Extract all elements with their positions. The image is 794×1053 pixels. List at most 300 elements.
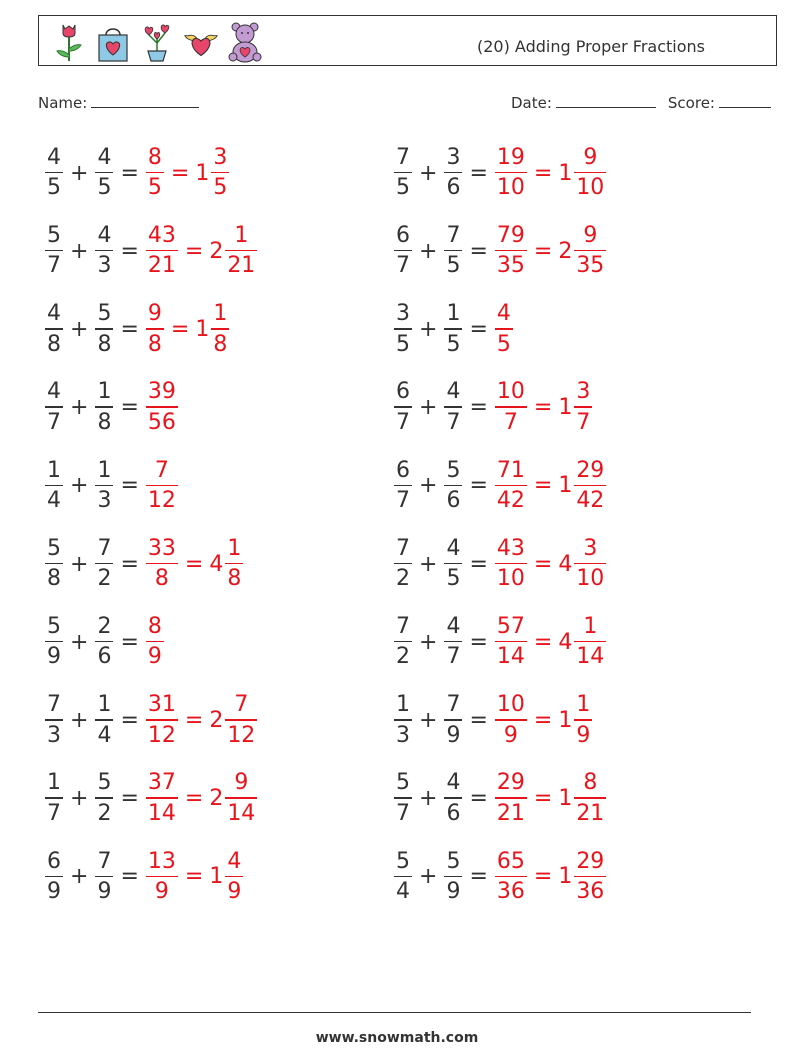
- denominator: 14: [147, 800, 176, 826]
- numerator: 2: [97, 613, 112, 639]
- plus-sign: +: [419, 864, 438, 890]
- numerator: 4: [227, 848, 242, 874]
- mixed-fraction-part: [574, 535, 606, 592]
- winged-heart-icon: [183, 21, 219, 63]
- denominator: 7: [396, 409, 410, 435]
- denominator: 14: [496, 644, 525, 670]
- plus-sign: +: [70, 160, 89, 186]
- denominator: 42: [576, 488, 605, 514]
- denominator: 5: [446, 566, 461, 592]
- equals-sign: =: [469, 395, 488, 421]
- mixed-fraction-part: [574, 694, 592, 747]
- problem-item: [393, 612, 607, 672]
- numerator: 71: [496, 457, 525, 483]
- addend-1-fraction: [394, 222, 412, 279]
- numerator: 1: [213, 301, 228, 327]
- gift-bag-icon: [95, 21, 131, 63]
- numerator: 4: [97, 222, 112, 248]
- denominator: 7: [446, 644, 461, 670]
- whole-part: 4: [558, 629, 573, 655]
- equals-sign: =: [120, 786, 139, 812]
- whole-part: 1: [558, 864, 573, 890]
- plus-sign: +: [70, 395, 89, 421]
- addend-2-fraction: [95, 613, 113, 670]
- problem-item: [44, 534, 244, 594]
- answer-fraction: [146, 381, 178, 434]
- denominator: 7: [576, 409, 591, 435]
- equals-sign: =: [533, 160, 553, 186]
- answer-fraction: [495, 381, 527, 434]
- equals-sign: =: [469, 551, 488, 577]
- denominator: 21: [147, 253, 176, 279]
- numerator: 1: [47, 457, 61, 483]
- mixed-number-answer: [558, 144, 607, 201]
- numerator: 7: [396, 613, 410, 639]
- numerator: 7: [234, 692, 249, 718]
- addend-2-fraction: [95, 694, 113, 747]
- problem-item: [393, 143, 607, 203]
- name-label: Name:: [38, 94, 88, 112]
- denominator: 8: [227, 566, 242, 592]
- addend-1-fraction: [394, 457, 412, 514]
- equals-sign: =: [469, 473, 488, 499]
- numerator: 6: [396, 457, 410, 483]
- numerator: 9: [147, 301, 162, 327]
- mixed-number-answer: [558, 613, 607, 670]
- answer-fraction: [495, 535, 527, 592]
- problem-item: [393, 299, 514, 359]
- answer-fraction: [495, 613, 527, 670]
- heart-plant-icon: [139, 21, 175, 63]
- mixed-number-answer: [558, 535, 607, 592]
- denominator: 7: [396, 800, 410, 826]
- numerator: 5: [446, 457, 461, 483]
- addend-1-fraction: [394, 848, 412, 905]
- equals-sign: =: [469, 316, 488, 342]
- addend-2-fraction: [95, 457, 113, 514]
- numerator: 1: [446, 301, 461, 327]
- denominator: 3: [47, 722, 61, 748]
- worksheet-header: [38, 15, 777, 66]
- denominator: 7: [47, 253, 61, 279]
- denominator: 5: [496, 331, 511, 357]
- denominator: 8: [97, 331, 112, 357]
- denominator: 3: [396, 722, 410, 748]
- addend-2-fraction: [444, 772, 462, 825]
- answer-fraction: [495, 457, 527, 514]
- mixed-fraction-part: [211, 144, 229, 201]
- score-blank[interactable]: [719, 93, 771, 108]
- addend-1-fraction: [394, 303, 412, 356]
- answer-fraction: [146, 613, 164, 670]
- date-score-fields: [511, 93, 771, 112]
- mixed-number-answer: [209, 694, 258, 747]
- equals-sign: =: [184, 238, 204, 264]
- denominator: 7: [47, 800, 61, 826]
- denominator: 6: [446, 488, 461, 514]
- footer-divider: [38, 1012, 751, 1013]
- plus-sign: +: [419, 160, 438, 186]
- denominator: 6: [446, 800, 461, 826]
- equals-sign: =: [469, 864, 488, 890]
- answer-fraction: [146, 303, 164, 356]
- denominator: 5: [97, 175, 112, 201]
- addend-1-fraction: [394, 381, 412, 434]
- mixed-fraction-part: [211, 303, 229, 356]
- answer-fraction: [495, 694, 527, 747]
- denominator: 35: [576, 253, 605, 279]
- numerator: 8: [147, 144, 162, 170]
- addend-1-fraction: [394, 613, 412, 670]
- numerator: 1: [97, 379, 112, 405]
- plus-sign: +: [70, 316, 89, 342]
- problem-item: [44, 612, 165, 672]
- addend-2-fraction: [95, 144, 113, 201]
- addend-1-fraction: [394, 144, 412, 201]
- mixed-number-answer: [558, 381, 593, 434]
- problem-item: [393, 769, 607, 829]
- answer-fraction: [495, 222, 527, 279]
- denominator: 9: [147, 644, 162, 670]
- addend-2-fraction: [95, 381, 113, 434]
- whole-part: 2: [209, 707, 224, 733]
- addend-1-fraction: [45, 613, 63, 670]
- numerator: 4: [47, 379, 61, 405]
- numerator: 3: [576, 379, 591, 405]
- mixed-number-answer: [558, 222, 607, 279]
- problem-item: [393, 221, 607, 281]
- numerator: 39: [147, 379, 176, 405]
- numerator: 5: [97, 770, 112, 796]
- denominator: 14: [227, 800, 256, 826]
- denominator: 21: [576, 800, 605, 826]
- answer-fraction: [495, 848, 527, 905]
- answer-fraction: [146, 457, 178, 514]
- numerator: 29: [576, 457, 605, 483]
- header-icons: [51, 20, 271, 64]
- denominator: 7: [47, 409, 61, 435]
- denominator: 2: [97, 566, 112, 592]
- answer-fraction: [146, 848, 178, 905]
- numerator: 4: [446, 770, 461, 796]
- mixed-fraction-part: [225, 222, 257, 279]
- equals-sign: =: [533, 707, 553, 733]
- numerator: 5: [446, 848, 461, 874]
- numerator: 7: [154, 457, 169, 483]
- equals-sign: =: [533, 473, 553, 499]
- addend-2-fraction: [444, 303, 462, 356]
- addend-2-fraction: [95, 222, 113, 279]
- numerator: 5: [47, 535, 61, 561]
- mixed-number-answer: [209, 848, 244, 905]
- name-blank[interactable]: [91, 93, 199, 108]
- plus-sign: +: [70, 707, 89, 733]
- numerator: 5: [47, 222, 61, 248]
- numerator: 7: [396, 535, 410, 561]
- mixed-fraction-part: [574, 381, 592, 434]
- equals-sign: =: [170, 160, 190, 186]
- denominator: 5: [396, 331, 410, 357]
- addend-2-fraction: [444, 694, 462, 747]
- denominator: 9: [47, 879, 61, 905]
- problem-item: [44, 143, 230, 203]
- equals-sign: =: [120, 629, 139, 655]
- equals-sign: =: [184, 864, 204, 890]
- numerator: 3: [583, 535, 598, 561]
- mixed-number-answer: [195, 144, 230, 201]
- denominator: 5: [446, 331, 461, 357]
- equals-sign: =: [469, 238, 488, 264]
- problem-item: [44, 690, 258, 750]
- denominator: 4: [97, 722, 112, 748]
- plus-sign: +: [70, 864, 89, 890]
- equals-sign: =: [533, 238, 553, 264]
- denominator: 8: [147, 331, 162, 357]
- date-blank[interactable]: [556, 93, 656, 108]
- numerator: 29: [496, 770, 525, 796]
- denominator: 10: [496, 175, 525, 201]
- denominator: 9: [227, 879, 242, 905]
- numerator: 43: [147, 222, 176, 248]
- whole-part: 1: [558, 395, 573, 421]
- name-field: [38, 93, 199, 112]
- numerator: 7: [446, 692, 461, 718]
- problem-item: [393, 378, 593, 438]
- denominator: 9: [576, 722, 591, 748]
- numerator: 57: [496, 613, 525, 639]
- equals-sign: =: [184, 786, 204, 812]
- answer-fraction: [146, 144, 164, 201]
- answer-fraction: [495, 144, 527, 201]
- numerator: 31: [147, 692, 176, 718]
- denominator: 2: [97, 800, 112, 826]
- denominator: 35: [496, 253, 525, 279]
- numerator: 6: [47, 848, 61, 874]
- equals-sign: =: [184, 551, 204, 577]
- denominator: 7: [396, 488, 410, 514]
- addend-1-fraction: [45, 848, 63, 905]
- numerator: 5: [396, 770, 410, 796]
- mixed-number-answer: [209, 222, 258, 279]
- denominator: 10: [496, 566, 525, 592]
- numerator: 7: [47, 692, 61, 718]
- equals-sign: =: [120, 238, 139, 264]
- denominator: 12: [147, 722, 176, 748]
- denominator: 3: [97, 488, 112, 514]
- problem-item: [44, 456, 179, 516]
- addend-2-fraction: [444, 222, 462, 279]
- addend-2-fraction: [444, 848, 462, 905]
- denominator: 7: [503, 409, 518, 435]
- mixed-fraction-part: [574, 222, 606, 279]
- plus-sign: +: [419, 629, 438, 655]
- denominator: 9: [503, 722, 518, 748]
- footer-url: www.snowmath.com: [315, 1030, 479, 1046]
- addend-2-fraction: [444, 535, 462, 592]
- denominator: 9: [154, 879, 169, 905]
- numerator: 1: [97, 692, 112, 718]
- numerator: 3: [396, 301, 410, 327]
- denominator: 2: [396, 566, 410, 592]
- whole-part: 1: [558, 786, 573, 812]
- plus-sign: +: [419, 551, 438, 577]
- denominator: 8: [47, 566, 61, 592]
- equals-sign: =: [533, 864, 553, 890]
- equals-sign: =: [120, 707, 139, 733]
- numerator: 1: [47, 770, 61, 796]
- denominator: 36: [576, 879, 605, 905]
- plus-sign: +: [70, 473, 89, 499]
- equals-sign: =: [184, 707, 204, 733]
- denominator: 56: [147, 409, 176, 435]
- plus-sign: +: [70, 786, 89, 812]
- answer-fraction: [146, 772, 178, 825]
- whole-part: 4: [558, 551, 573, 577]
- plus-sign: +: [419, 316, 438, 342]
- addend-2-fraction: [95, 535, 113, 592]
- whole-part: 2: [558, 238, 573, 264]
- numerator: 79: [496, 222, 525, 248]
- numerator: 3: [446, 144, 461, 170]
- equals-sign: =: [533, 395, 553, 421]
- denominator: 7: [396, 253, 410, 279]
- plus-sign: +: [70, 629, 89, 655]
- plus-sign: +: [419, 786, 438, 812]
- denominator: 2: [396, 644, 410, 670]
- numerator: 8: [147, 613, 162, 639]
- denominator: 14: [576, 644, 605, 670]
- numerator: 4: [97, 144, 112, 170]
- denominator: 8: [47, 331, 61, 357]
- whole-part: 2: [209, 238, 224, 264]
- numerator: 9: [583, 222, 598, 248]
- mixed-number-answer: [209, 772, 258, 825]
- denominator: 5: [47, 175, 61, 201]
- problem-item: [44, 769, 258, 829]
- numerator: 4: [47, 301, 61, 327]
- plus-sign: +: [419, 238, 438, 264]
- equals-sign: =: [120, 316, 139, 342]
- mixed-number-answer: [558, 772, 607, 825]
- addend-2-fraction: [95, 303, 113, 356]
- mixed-fraction-part: [574, 848, 606, 905]
- numerator: 7: [97, 848, 112, 874]
- rose-icon: [51, 21, 87, 63]
- whole-part: 1: [558, 473, 573, 499]
- problem-item: [393, 847, 607, 907]
- mixed-fraction-part: [574, 457, 606, 514]
- numerator: 4: [446, 379, 461, 405]
- numerator: 8: [583, 770, 598, 796]
- numerator: 13: [147, 848, 176, 874]
- denominator: 8: [97, 409, 112, 435]
- numerator: 29: [576, 848, 605, 874]
- denominator: 21: [496, 800, 525, 826]
- addend-2-fraction: [444, 613, 462, 670]
- mixed-number-answer: [558, 457, 607, 514]
- numerator: 33: [147, 535, 176, 561]
- denominator: 9: [446, 879, 461, 905]
- numerator: 43: [496, 535, 525, 561]
- mixed-fraction-part: [225, 848, 243, 905]
- addend-1-fraction: [45, 772, 63, 825]
- answer-fraction: [495, 303, 513, 356]
- equals-sign: =: [469, 707, 488, 733]
- denominator: 7: [446, 409, 461, 435]
- numerator: 7: [396, 144, 410, 170]
- addend-2-fraction: [95, 772, 113, 825]
- numerator: 4: [47, 144, 61, 170]
- whole-part: 4: [209, 551, 224, 577]
- equals-sign: =: [533, 786, 553, 812]
- denominator: 9: [97, 879, 112, 905]
- denominator: 6: [97, 644, 112, 670]
- plus-sign: +: [70, 551, 89, 577]
- numerator: 5: [97, 301, 112, 327]
- answer-fraction: [146, 535, 178, 592]
- problem-item: [44, 299, 230, 359]
- numerator: 7: [97, 535, 112, 561]
- numerator: 4: [446, 613, 461, 639]
- answer-fraction: [146, 222, 178, 279]
- equals-sign: =: [533, 551, 553, 577]
- addend-1-fraction: [394, 772, 412, 825]
- plus-sign: +: [419, 395, 438, 421]
- mixed-number-answer: [558, 848, 607, 905]
- numerator: 9: [234, 770, 249, 796]
- numerator: 6: [396, 222, 410, 248]
- plus-sign: +: [419, 707, 438, 733]
- mixed-fraction-part: [225, 535, 243, 592]
- whole-part: 1: [558, 707, 573, 733]
- addend-1-fraction: [45, 222, 63, 279]
- denominator: 21: [227, 253, 256, 279]
- equals-sign: =: [120, 395, 139, 421]
- mixed-number-answer: [209, 535, 244, 592]
- addend-1-fraction: [45, 694, 63, 747]
- numerator: 4: [496, 301, 511, 327]
- denominator: 42: [496, 488, 525, 514]
- numerator: 5: [396, 848, 410, 874]
- mixed-fraction-part: [225, 694, 257, 747]
- problem-item: [44, 221, 258, 281]
- numerator: 1: [234, 222, 249, 248]
- denominator: 4: [396, 879, 410, 905]
- equals-sign: =: [120, 551, 139, 577]
- equals-sign: =: [120, 473, 139, 499]
- denominator: 10: [576, 566, 605, 592]
- numerator: 1: [576, 692, 591, 718]
- answer-fraction: [495, 772, 527, 825]
- numerator: 37: [147, 770, 176, 796]
- numerator: 7: [446, 222, 461, 248]
- addend-2-fraction: [444, 457, 462, 514]
- denominator: 12: [147, 488, 176, 514]
- denominator: 4: [47, 488, 61, 514]
- equals-sign: =: [469, 629, 488, 655]
- numerator: 1: [396, 692, 410, 718]
- numerator: 1: [583, 613, 598, 639]
- mixed-fraction-part: [574, 144, 606, 201]
- addend-2-fraction: [444, 144, 462, 201]
- problem-item: [44, 847, 244, 907]
- numerator: 1: [97, 457, 112, 483]
- mixed-fraction-part: [225, 772, 257, 825]
- score-label: Score:: [667, 94, 715, 112]
- plus-sign: +: [70, 238, 89, 264]
- equals-sign: =: [533, 629, 553, 655]
- whole-part: 1: [195, 316, 210, 342]
